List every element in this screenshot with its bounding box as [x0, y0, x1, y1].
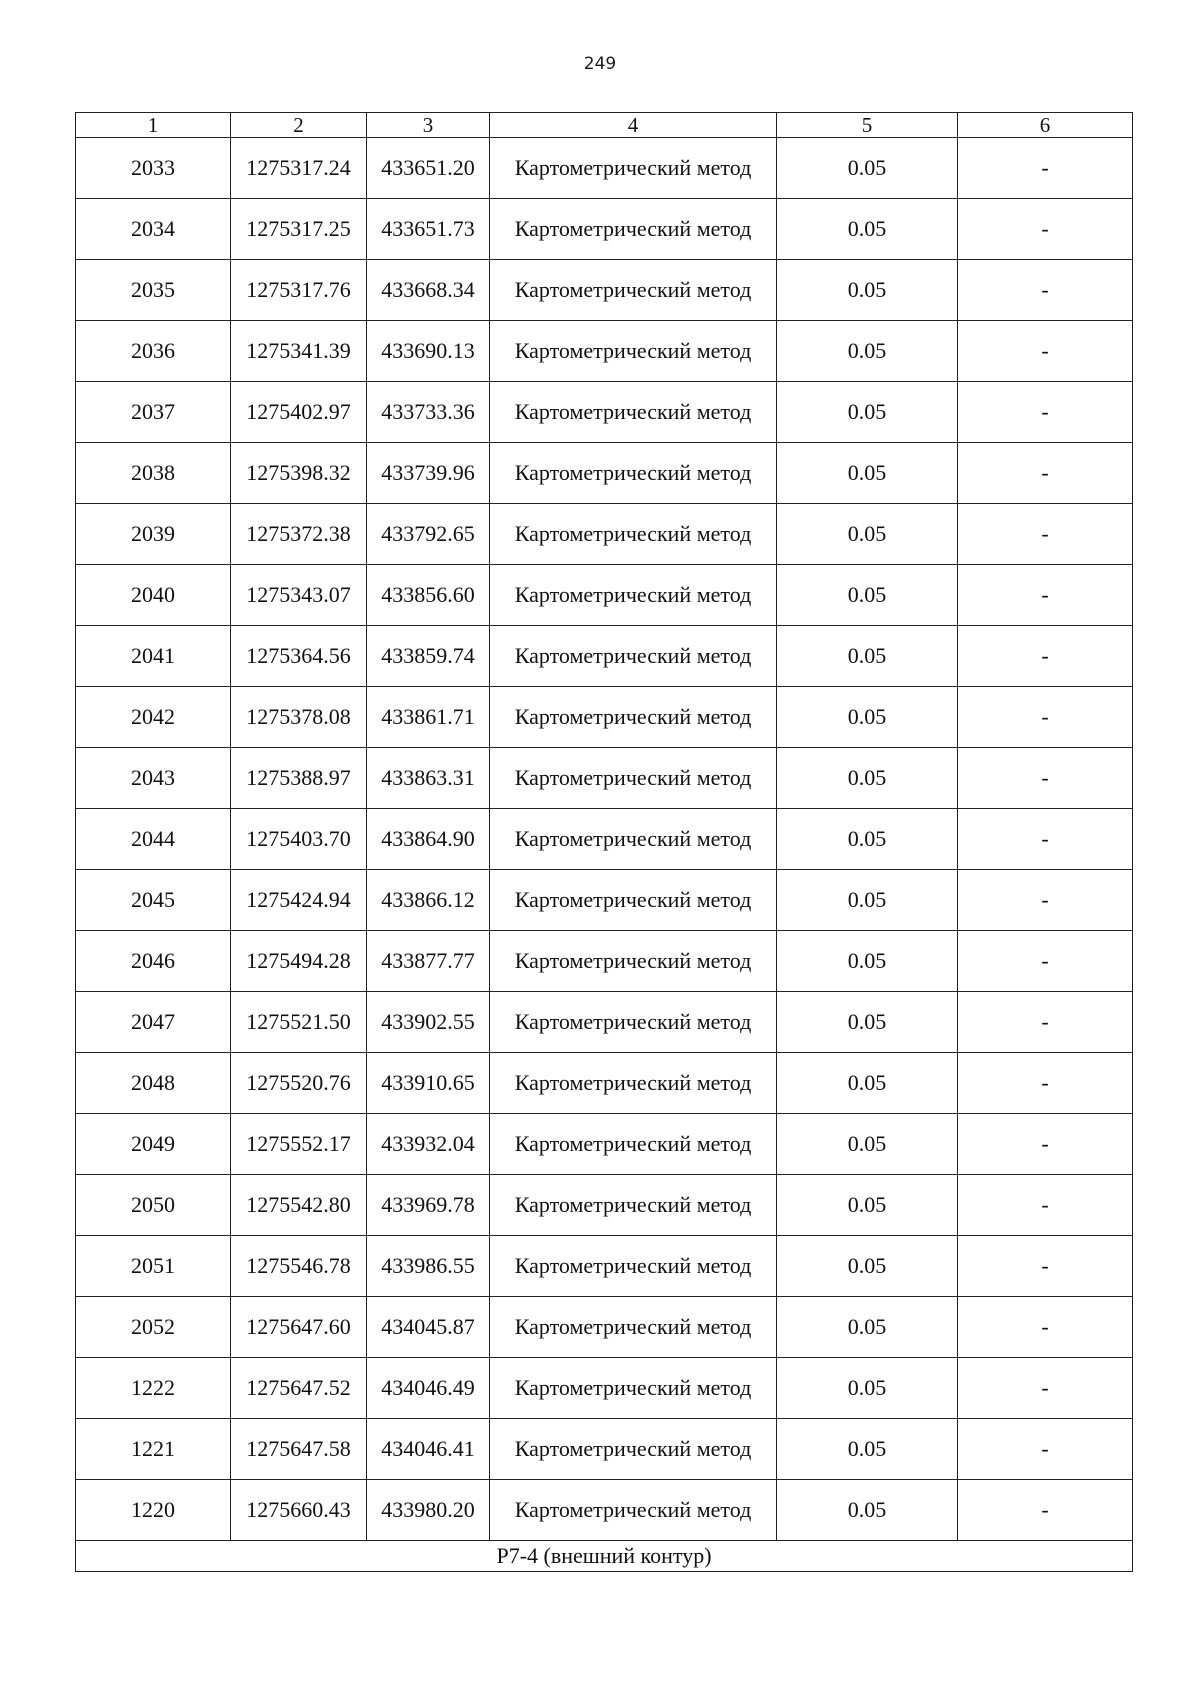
note-cell: -	[958, 199, 1133, 260]
accuracy-cell: 0.05	[777, 1480, 958, 1541]
y-coordinate-cell: 433969.78	[367, 1175, 490, 1236]
accuracy-cell: 0.05	[777, 992, 958, 1053]
table-row	[76, 1175, 1133, 1236]
y-coordinate-cell: 434046.49	[367, 1358, 490, 1419]
column-header: 5	[777, 113, 958, 138]
accuracy-cell: 0.05	[777, 443, 958, 504]
method-cell: Картометрический метод	[490, 992, 777, 1053]
method-cell: Картометрический метод	[490, 138, 777, 199]
x-coordinate-cell: 1275494.28	[231, 931, 367, 992]
note-cell: -	[958, 626, 1133, 687]
y-coordinate-cell: 433877.77	[367, 931, 490, 992]
table-row	[76, 1419, 1133, 1480]
note-cell: -	[958, 1236, 1133, 1297]
x-coordinate-cell: 1275542.80	[231, 1175, 367, 1236]
point-number-cell: 2040	[76, 565, 231, 626]
table-row	[76, 443, 1133, 504]
accuracy-cell: 0.05	[777, 321, 958, 382]
point-number-cell: 2042	[76, 687, 231, 748]
y-coordinate-cell: 433733.36	[367, 382, 490, 443]
table-row	[76, 1236, 1133, 1297]
table-row	[76, 504, 1133, 565]
accuracy-cell: 0.05	[777, 382, 958, 443]
x-coordinate-cell: 1275647.60	[231, 1297, 367, 1358]
y-coordinate-cell: 433651.73	[367, 199, 490, 260]
note-cell: -	[958, 1419, 1133, 1480]
table-row	[76, 1297, 1133, 1358]
x-coordinate-cell: 1275660.43	[231, 1480, 367, 1541]
y-coordinate-cell: 433739.96	[367, 443, 490, 504]
x-coordinate-cell: 1275402.97	[231, 382, 367, 443]
point-number-cell: 2048	[76, 1053, 231, 1114]
y-coordinate-cell: 433859.74	[367, 626, 490, 687]
x-coordinate-cell: 1275403.70	[231, 809, 367, 870]
accuracy-cell: 0.05	[777, 199, 958, 260]
y-coordinate-cell: 433863.31	[367, 748, 490, 809]
note-cell: -	[958, 260, 1133, 321]
table-row	[76, 199, 1133, 260]
method-cell: Картометрический метод	[490, 870, 777, 931]
table-row	[76, 1114, 1133, 1175]
point-number-cell: 2049	[76, 1114, 231, 1175]
method-cell: Картометрический метод	[490, 321, 777, 382]
method-cell: Картометрический метод	[490, 809, 777, 870]
y-coordinate-cell: 433668.34	[367, 260, 490, 321]
note-cell: -	[958, 1480, 1133, 1541]
table-row	[76, 260, 1133, 321]
table-row	[76, 321, 1133, 382]
note-cell: -	[958, 321, 1133, 382]
column-header: 2	[231, 113, 367, 138]
accuracy-cell: 0.05	[777, 1358, 958, 1419]
table-row	[76, 870, 1133, 931]
x-coordinate-cell: 1275317.76	[231, 260, 367, 321]
method-cell: Картометрический метод	[490, 1236, 777, 1297]
column-header: 6	[958, 113, 1133, 138]
method-cell: Картометрический метод	[490, 1297, 777, 1358]
method-cell: Картометрический метод	[490, 382, 777, 443]
point-number-cell: 2034	[76, 199, 231, 260]
method-cell: Картометрический метод	[490, 1358, 777, 1419]
point-number-cell: 2043	[76, 748, 231, 809]
table-row	[76, 809, 1133, 870]
method-cell: Картометрический метод	[490, 199, 777, 260]
note-cell: -	[958, 870, 1133, 931]
table-row	[76, 138, 1133, 199]
accuracy-cell: 0.05	[777, 1236, 958, 1297]
point-number-cell: 2046	[76, 931, 231, 992]
y-coordinate-cell: 433651.20	[367, 138, 490, 199]
point-number-cell: 2041	[76, 626, 231, 687]
note-cell: -	[958, 748, 1133, 809]
accuracy-cell: 0.05	[777, 565, 958, 626]
page-number: 249	[583, 54, 617, 74]
accuracy-cell: 0.05	[777, 1053, 958, 1114]
y-coordinate-cell: 433932.04	[367, 1114, 490, 1175]
column-header: 4	[490, 113, 777, 138]
note-cell: -	[958, 1175, 1133, 1236]
point-number-cell: 1220	[76, 1480, 231, 1541]
x-coordinate-cell: 1275388.97	[231, 748, 367, 809]
note-cell: -	[958, 1297, 1133, 1358]
accuracy-cell: 0.05	[777, 1114, 958, 1175]
note-cell: -	[958, 992, 1133, 1053]
point-number-cell: 2038	[76, 443, 231, 504]
y-coordinate-cell: 433986.55	[367, 1236, 490, 1297]
point-number-cell: 2036	[76, 321, 231, 382]
point-number-cell: 2047	[76, 992, 231, 1053]
point-number-cell: 2050	[76, 1175, 231, 1236]
y-coordinate-cell: 433864.90	[367, 809, 490, 870]
method-cell: Картометрический метод	[490, 260, 777, 321]
table-row	[76, 565, 1133, 626]
x-coordinate-cell: 1275647.52	[231, 1358, 367, 1419]
table-row	[76, 748, 1133, 809]
y-coordinate-cell: 433902.55	[367, 992, 490, 1053]
x-coordinate-cell: 1275364.56	[231, 626, 367, 687]
method-cell: Картометрический метод	[490, 504, 777, 565]
method-cell: Картометрический метод	[490, 687, 777, 748]
point-number-cell: 2037	[76, 382, 231, 443]
accuracy-cell: 0.05	[777, 626, 958, 687]
table-row	[76, 382, 1133, 443]
accuracy-cell: 0.05	[777, 1419, 958, 1480]
table-footer-row	[76, 1541, 1133, 1572]
method-cell: Картометрический метод	[490, 626, 777, 687]
accuracy-cell: 0.05	[777, 138, 958, 199]
x-coordinate-cell: 1275341.39	[231, 321, 367, 382]
x-coordinate-cell: 1275520.76	[231, 1053, 367, 1114]
x-coordinate-cell: 1275317.24	[231, 138, 367, 199]
accuracy-cell: 0.05	[777, 1297, 958, 1358]
column-header: 3	[367, 113, 490, 138]
x-coordinate-cell: 1275398.32	[231, 443, 367, 504]
x-coordinate-cell: 1275521.50	[231, 992, 367, 1053]
accuracy-cell: 0.05	[777, 687, 958, 748]
note-cell: -	[958, 382, 1133, 443]
point-number-cell: 2039	[76, 504, 231, 565]
method-cell: Картометрический метод	[490, 1419, 777, 1480]
x-coordinate-cell: 1275546.78	[231, 1236, 367, 1297]
table-row	[76, 687, 1133, 748]
point-number-cell: 2044	[76, 809, 231, 870]
method-cell: Картометрический метод	[490, 1175, 777, 1236]
y-coordinate-cell: 434045.87	[367, 1297, 490, 1358]
contour-label: Р7-4 (внешний контур)	[76, 1541, 1133, 1572]
table-body	[76, 138, 1133, 1541]
method-cell: Картометрический метод	[490, 565, 777, 626]
note-cell: -	[958, 1358, 1133, 1419]
x-coordinate-cell: 1275343.07	[231, 565, 367, 626]
point-number-cell: 1221	[76, 1419, 231, 1480]
note-cell: -	[958, 504, 1133, 565]
point-number-cell: 2045	[76, 870, 231, 931]
table-row	[76, 1358, 1133, 1419]
x-coordinate-cell: 1275424.94	[231, 870, 367, 931]
method-cell: Картометрический метод	[490, 1053, 777, 1114]
accuracy-cell: 0.05	[777, 504, 958, 565]
accuracy-cell: 0.05	[777, 870, 958, 931]
x-coordinate-cell: 1275552.17	[231, 1114, 367, 1175]
table-row	[76, 626, 1133, 687]
note-cell: -	[958, 687, 1133, 748]
table-row	[76, 992, 1133, 1053]
y-coordinate-cell: 433856.60	[367, 565, 490, 626]
note-cell: -	[958, 138, 1133, 199]
method-cell: Картометрический метод	[490, 931, 777, 992]
note-cell: -	[958, 565, 1133, 626]
point-number-cell: 2035	[76, 260, 231, 321]
method-cell: Картометрический метод	[490, 748, 777, 809]
y-coordinate-cell: 433910.65	[367, 1053, 490, 1114]
method-cell: Картометрический метод	[490, 443, 777, 504]
coordinates-table	[75, 112, 1133, 1572]
y-coordinate-cell: 433866.12	[367, 870, 490, 931]
accuracy-cell: 0.05	[777, 931, 958, 992]
point-number-cell: 2052	[76, 1297, 231, 1358]
y-coordinate-cell: 433690.13	[367, 321, 490, 382]
note-cell: -	[958, 1114, 1133, 1175]
point-number-cell: 2033	[76, 138, 231, 199]
x-coordinate-cell: 1275647.58	[231, 1419, 367, 1480]
note-cell: -	[958, 443, 1133, 504]
note-cell: -	[958, 809, 1133, 870]
table-header-row	[76, 113, 1133, 138]
table-row	[76, 1053, 1133, 1114]
y-coordinate-cell: 434046.41	[367, 1419, 490, 1480]
point-number-cell: 1222	[76, 1358, 231, 1419]
x-coordinate-cell: 1275378.08	[231, 687, 367, 748]
note-cell: -	[958, 1053, 1133, 1114]
accuracy-cell: 0.05	[777, 748, 958, 809]
point-number-cell: 2051	[76, 1236, 231, 1297]
accuracy-cell: 0.05	[777, 809, 958, 870]
accuracy-cell: 0.05	[777, 260, 958, 321]
method-cell: Картометрический метод	[490, 1480, 777, 1541]
table-row	[76, 1480, 1133, 1541]
table-row	[76, 931, 1133, 992]
note-cell: -	[958, 931, 1133, 992]
accuracy-cell: 0.05	[777, 1175, 958, 1236]
y-coordinate-cell: 433861.71	[367, 687, 490, 748]
method-cell: Картометрический метод	[490, 1114, 777, 1175]
y-coordinate-cell: 433792.65	[367, 504, 490, 565]
x-coordinate-cell: 1275317.25	[231, 199, 367, 260]
column-header: 1	[76, 113, 231, 138]
x-coordinate-cell: 1275372.38	[231, 504, 367, 565]
y-coordinate-cell: 433980.20	[367, 1480, 490, 1541]
